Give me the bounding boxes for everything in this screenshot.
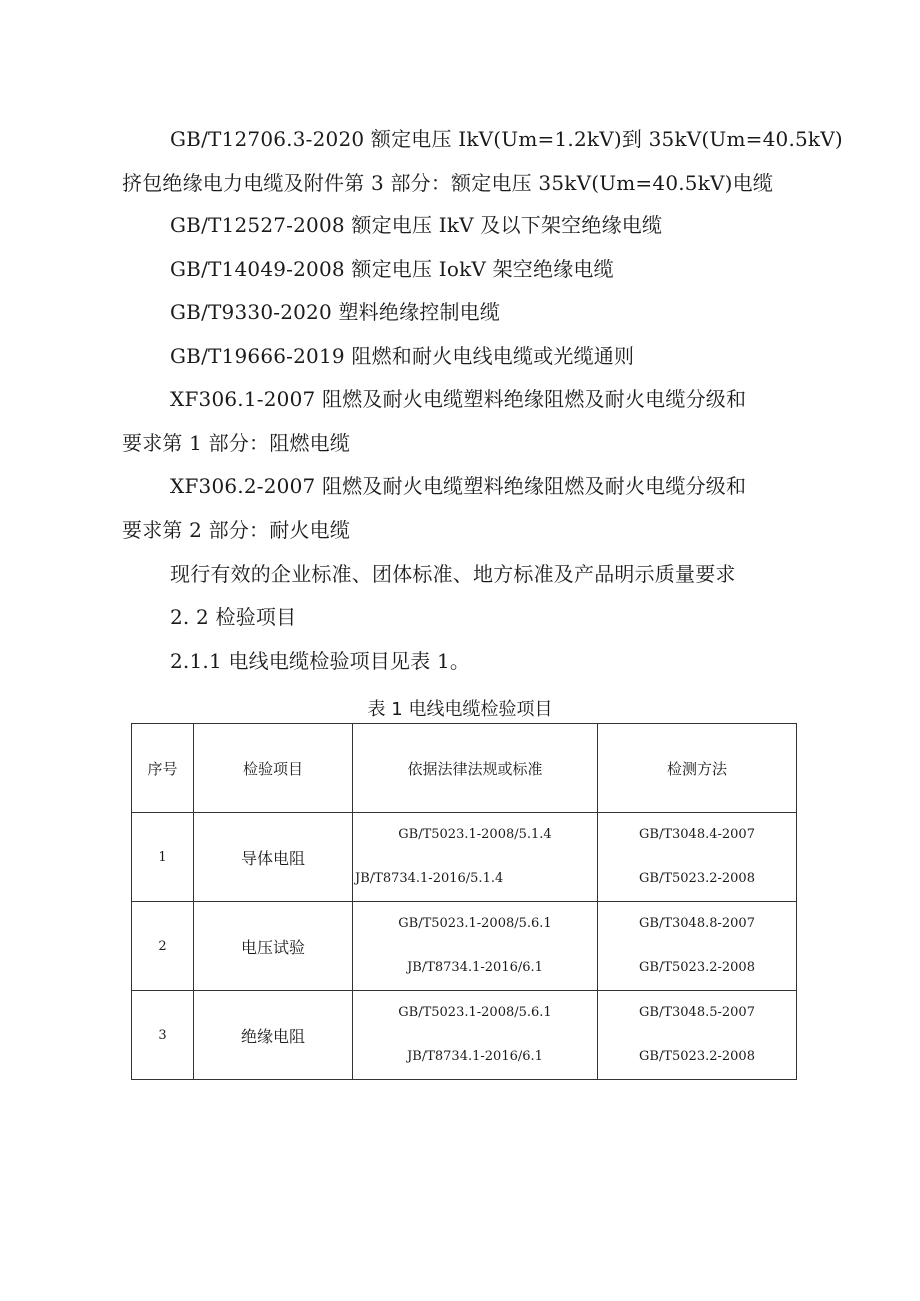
paragraph-line: 挤包绝缘电力电缆及附件第 3 部分：额定电压 35kV(Um=40.5kV)电缆 xyxy=(122,171,774,195)
standard-line: GB/T5023.1-2008/5.6.1 xyxy=(398,1005,552,1020)
row-methods xyxy=(598,902,797,991)
method-line: GB/T3048.8-2007 xyxy=(639,916,755,931)
inspection-table xyxy=(131,723,797,1080)
row-item: 电压试验 xyxy=(194,902,353,991)
row-number: 2 xyxy=(132,902,194,991)
paragraph-line: GB/T12527-2008 额定电压 IkV 及以下架空绝缘电缆 xyxy=(170,213,663,237)
table-header-row xyxy=(132,724,797,813)
paragraph-line: XF306.2-2007 阻燃及耐火电缆塑料绝缘阻燃及耐火电缆分级和 xyxy=(170,474,747,498)
header-no: 序号 xyxy=(132,724,194,813)
header-standard: 依据法律法规或标准 xyxy=(353,724,598,813)
paragraph-line: 要求第 2 部分：耐火电缆 xyxy=(122,518,351,542)
section-heading: 2. 2 检验项目 xyxy=(170,605,297,629)
row-standards xyxy=(353,991,598,1080)
row-number: 3 xyxy=(132,991,194,1080)
header-item: 检验项目 xyxy=(194,724,353,813)
table-row xyxy=(132,902,797,991)
table-row xyxy=(132,813,797,902)
standard-line: JB/T8734.1-2016/5.1.4 xyxy=(355,871,504,886)
method-line: GB/T5023.2-2008 xyxy=(639,871,755,886)
method-line: GB/T5023.2-2008 xyxy=(639,1049,755,1064)
paragraph-line: 现行有效的企业标准、团体标准、地方标准及产品明示质量要求 xyxy=(170,562,736,586)
row-item: 导体电阻 xyxy=(194,813,353,902)
method-line: GB/T3048.5-2007 xyxy=(639,1005,755,1020)
standard-line: GB/T5023.1-2008/5.6.1 xyxy=(398,916,552,931)
paragraph-line: GB/T12706.3-2020 额定电压 IkV(Um=1.2kV)到 35kV(Um=40.5kV) xyxy=(170,127,843,151)
header-method: 检测方法 xyxy=(598,724,797,813)
standard-line: JB/T8734.1-2016/6.1 xyxy=(407,1049,543,1064)
table-row xyxy=(132,991,797,1080)
row-methods xyxy=(598,813,797,902)
row-standards xyxy=(353,813,598,902)
paragraph-line: GB/T9330-2020 塑料绝缘控制电缆 xyxy=(170,300,501,324)
paragraph-line: 要求第 1 部分：阻燃电缆 xyxy=(122,431,351,455)
row-number: 1 xyxy=(132,813,194,902)
paragraph-line: 2.1.1 电线电缆检验项目见表 1。 xyxy=(170,649,471,673)
standard-line: JB/T8734.1-2016/6.1 xyxy=(407,960,543,975)
paragraph-line: GB/T19666-2019 阻燃和耐火电线电缆或光缆通则 xyxy=(170,344,635,368)
table-caption: 表 1 电线电缆检验项目 xyxy=(367,699,553,720)
method-line: GB/T5023.2-2008 xyxy=(639,960,755,975)
row-methods xyxy=(598,991,797,1080)
row-standards xyxy=(353,902,598,991)
paragraph-line: GB/T14049-2008 额定电压 IokV 架空绝缘电缆 xyxy=(170,257,614,281)
standard-line: GB/T5023.1-2008/5.1.4 xyxy=(398,827,552,842)
row-item: 绝缘电阻 xyxy=(194,991,353,1080)
method-line: GB/T3048.4-2007 xyxy=(639,827,755,842)
paragraph-line: XF306.1-2007 阻燃及耐火电缆塑料绝缘阻燃及耐火电缆分级和 xyxy=(170,387,747,411)
